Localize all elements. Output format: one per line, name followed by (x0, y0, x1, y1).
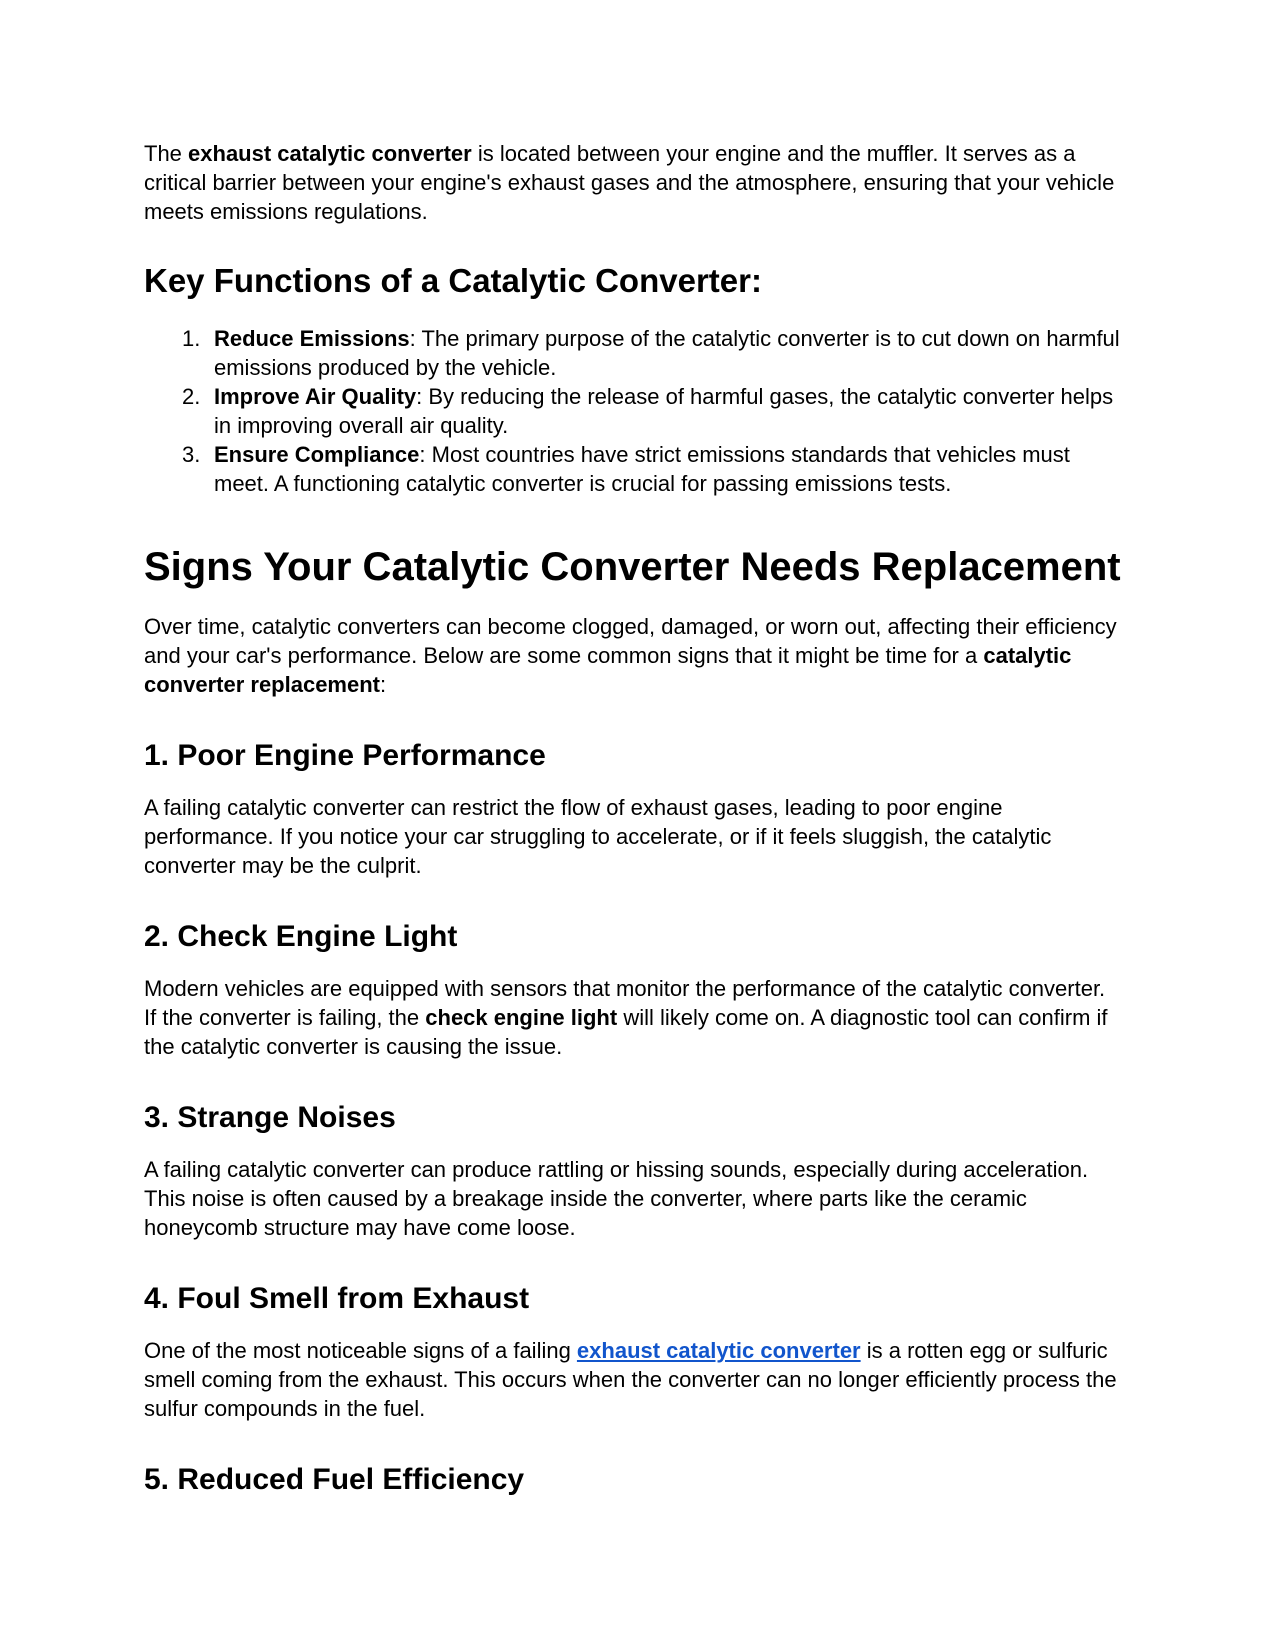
text-run: Modern vehicles are equipped with sensors that monitor the performance of the catalytic converter. If the converter is failing, the (144, 976, 1106, 1030)
text-run-bold: check engine light (425, 1005, 618, 1030)
list-item-rest: : The primary purpose of the catalytic converter is to cut down on harmful emissions produced by the vehicle. (214, 326, 1120, 380)
signs-intro-paragraph (144, 612, 1123, 699)
exhaust-catalytic-converter-link[interactable]: exhaust catalytic converter (576, 1338, 861, 1363)
section-poor-engine-performance (144, 737, 1123, 880)
section-reduced-fuel-efficiency (144, 1461, 1123, 1499)
list-marker: 1. (182, 326, 201, 351)
section-paragraph (144, 974, 1123, 1061)
signs-title: Signs Your Catalytic Converter Needs Replacement (144, 545, 1121, 589)
section-heading: 2. Check Engine Light (144, 920, 458, 953)
section-strange-noises (144, 1099, 1123, 1242)
section-heading: 5. Reduced Fuel Efficiency (144, 1463, 525, 1496)
text-run-bold: catalytic converter replacement (144, 643, 1072, 697)
section-paragraph (144, 1336, 1123, 1423)
list-item (144, 382, 1123, 440)
list-item-term: Reduce Emissions (214, 326, 410, 351)
section-heading: 3. Strange Noises (144, 1101, 396, 1134)
intro-paragraph (144, 139, 1123, 226)
text-run-bold: exhaust catalytic converter (188, 141, 472, 166)
list-item-rest: : Most countries have strict emissions standards that vehicles must meet. A functioning catalytic converter is crucial for passing emissions tests. (214, 442, 1070, 496)
section-paragraph: A failing catalytic converter can restrict the flow of exhaust gases, leading to poor engine performance. If you notice your car struggling to accelerate, or if it feels sluggish, the catalytic converter may be the culprit. (144, 795, 1052, 878)
list-marker: 2. (182, 384, 201, 409)
text-run: : (380, 672, 387, 697)
text-run: is a rotten egg or sulfuric smell coming from the exhaust. This occurs when the converter can no longer efficiently process the sulfur compounds in the fuel. (144, 1338, 1117, 1421)
text-run: Over time, catalytic converters can become clogged, damaged, or worn out, affecting their efficiency and your car's performance. Below are some common signs that it might be time for a (144, 614, 1117, 668)
section-heading: 4. Foul Smell from Exhaust (144, 1282, 530, 1315)
section-check-engine-light (144, 918, 1123, 1061)
key-functions-heading: Key Functions of a Catalytic Converter: (144, 262, 762, 299)
section-foul-smell (144, 1280, 1123, 1423)
text-run: will likely come on. A diagnostic tool can confirm if the catalytic converter is causing the issue. (144, 1005, 1108, 1059)
key-functions-list (144, 324, 1123, 498)
list-item-text (214, 440, 1123, 498)
list-item-text (214, 382, 1123, 440)
text-run: The (144, 141, 189, 166)
list-item-term: Improve Air Quality (214, 384, 417, 409)
list-marker: 3. (182, 442, 201, 467)
section-heading: 1. Poor Engine Performance (144, 739, 546, 772)
list-item (144, 324, 1123, 382)
list-item-term: Ensure Compliance (214, 442, 420, 467)
text-run: is located between your engine and the muffler. It serves as a critical barrier between your engine's exhaust gases and the atmosphere, ensuring that your vehicle meets emissions regulations. (144, 141, 1115, 224)
list-item (144, 440, 1123, 498)
list-item-rest: : By reducing the release of harmful gases, the catalytic converter helps in improving overall air quality. (214, 384, 1114, 438)
list-item-text (214, 324, 1123, 382)
text-run: One of the most noticeable signs of a failing (144, 1338, 577, 1363)
section-paragraph: A failing catalytic converter can produce rattling or hissing sounds, especially during acceleration. This noise is often caused by a breakage inside the converter, where parts like the ceramic honeycomb structure may have come loose. (144, 1157, 1089, 1240)
